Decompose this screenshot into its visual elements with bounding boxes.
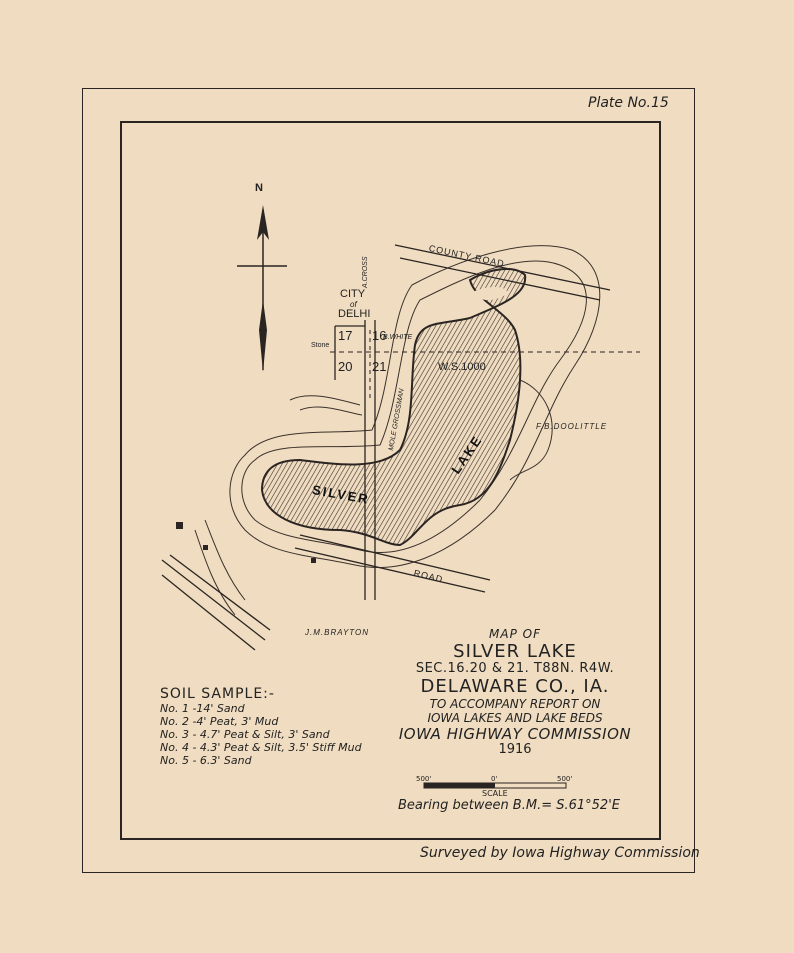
soil-heading: SOIL SAMPLE:- bbox=[160, 686, 275, 702]
delhi-label: DELHI bbox=[338, 308, 371, 320]
section-17-label: 17 bbox=[338, 328, 353, 343]
grossman-label: MOLE GROSSMAN bbox=[388, 388, 406, 452]
title-commission: IOWA HIGHWAY COMMISSION bbox=[398, 724, 632, 743]
north-label: N bbox=[255, 182, 263, 194]
section-20-label: 20 bbox=[338, 359, 353, 374]
scale-left: 500' bbox=[416, 775, 432, 783]
section-16-label: 16 bbox=[372, 328, 387, 343]
title-section: SEC.16.20 & 21. T88N. R4W. bbox=[415, 661, 615, 677]
soil-row: No. 4 - 4.3' Peat & Silt, 3.5' Stiff Mud bbox=[160, 741, 362, 754]
city-of-label: of bbox=[350, 300, 357, 309]
scale-bar bbox=[424, 783, 566, 788]
cross-label: A.CROSS bbox=[362, 256, 369, 288]
bearing-note: Bearing between B.M.= S.61°52'E bbox=[398, 798, 620, 813]
white-label: B.WHITE bbox=[383, 334, 413, 341]
building-marker bbox=[203, 545, 208, 550]
county-road-label: COUNTY ROAD bbox=[427, 243, 506, 269]
title-year: 1916 bbox=[498, 741, 532, 757]
scale-label: SCALE bbox=[482, 789, 508, 798]
road-label: ROAD bbox=[412, 568, 445, 585]
scale-right: 500' bbox=[557, 775, 573, 783]
building-marker bbox=[176, 522, 183, 529]
title-line-2: IOWA LAKES AND LAKE BEDS bbox=[427, 710, 603, 725]
title-line-1: TO ACCOMPANY REPORT ON bbox=[429, 697, 601, 712]
north-arrow bbox=[237, 205, 287, 372]
water-surface-label: W.S.1000 bbox=[438, 361, 486, 373]
title-map-of: MAP OF bbox=[489, 627, 541, 641]
soil-row: No. 1 -14' Sand bbox=[160, 702, 245, 715]
city-label: CITY bbox=[340, 288, 366, 300]
lake-name-lake: LAKE bbox=[448, 432, 486, 477]
soil-row: No. 3 - 4.7' Peat & Silt, 3' Sand bbox=[160, 728, 330, 741]
soil-row: No. 2 -4' Peat, 3' Mud bbox=[160, 715, 279, 728]
section-21-label: 21 bbox=[372, 359, 387, 374]
soil-sample-legend bbox=[160, 686, 362, 767]
roads bbox=[162, 245, 610, 650]
scale-mid: 0' bbox=[491, 775, 498, 783]
building-marker bbox=[311, 558, 316, 563]
stone-label: Stone bbox=[311, 342, 330, 349]
title-block bbox=[360, 628, 670, 758]
title-lake-name: SILVER LAKE bbox=[453, 640, 577, 662]
surveyed-by: Surveyed by Iowa Highway Commission bbox=[420, 845, 700, 861]
plate-number: Plate No.15 bbox=[588, 95, 669, 111]
lake-name-silver: SILVER bbox=[311, 482, 371, 507]
soil-row: No. 5 - 6.3' Sand bbox=[160, 754, 252, 767]
silver-lake bbox=[262, 269, 525, 545]
title-county: DELAWARE CO., IA. bbox=[420, 676, 610, 698]
doolittle-label: F.B.DOOLITTLE bbox=[536, 422, 608, 431]
brayton-label: J.M.BRAYTON bbox=[305, 628, 370, 637]
